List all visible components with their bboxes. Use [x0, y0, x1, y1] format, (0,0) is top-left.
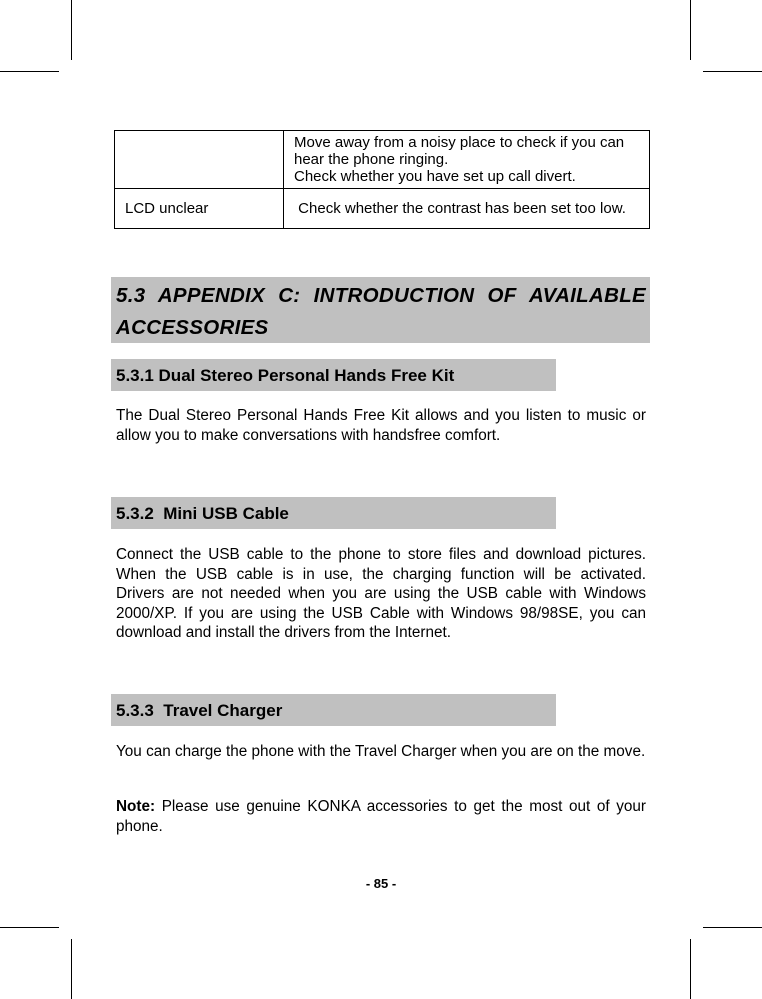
- subsection-heading-usb-cable: 5.3.2 Mini USB Cable: [111, 497, 556, 529]
- subsection-heading-travel-charger: 5.3.3 Travel Charger: [111, 694, 556, 726]
- crop-mark-top-right-horizontal: [703, 71, 762, 72]
- table-row: [115, 131, 650, 189]
- solution-line: Move away from a noisy place to check if you can hear the phone ringing.: [294, 134, 625, 168]
- table-row: [115, 189, 650, 229]
- note-text: Please use genuine KONKA accessories to get the most out of your phone.: [116, 798, 651, 835]
- crop-mark-bottom-right-horizontal: [703, 927, 762, 928]
- paragraph-usb-cable: Connect the USB cable to the phone to store files and download pictures. When the USB cable is in use, the charging function will be activated. Drivers are not needed when you are using the USB cable with Windows 2000/XP. If you are using the USB Cable with Windows 98/98SE, you can download and install the drivers from the Internet.: [116, 546, 659, 641]
- page-number: - 85 -: [365, 876, 397, 891]
- crop-mark-top-left-vertical: [71, 0, 72, 60]
- table-cell-solution: Check whether the contrast has been set too low.: [284, 189, 650, 229]
- table-cell-issue: LCD unclear: [115, 189, 284, 229]
- crop-mark-top-left-horizontal: [0, 71, 59, 72]
- note-paragraph: [116, 797, 651, 836]
- note-label: Note:: [116, 798, 156, 815]
- paragraph-travel-charger: You can charge the phone with the Travel Charger when you are on the move.: [116, 743, 646, 760]
- table-cell-solution: [284, 131, 650, 189]
- crop-mark-bottom-right-vertical: [690, 939, 691, 999]
- section-title: 5.3 APPENDIX C: INTRODUCTION OF AVAILABLE ACCESSORIES: [111, 277, 650, 343]
- crop-mark-bottom-left-horizontal: [0, 927, 59, 928]
- paragraph-hands-free-kit: The Dual Stereo Personal Hands Free Kit allows and you listen to music or allow you to make conversations with handsfree comfort.: [116, 407, 646, 444]
- solution-line: Check whether you have set up call divert.: [294, 168, 576, 185]
- subsection-heading-hands-free-kit: 5.3.1 Dual Stereo Personal Hands Free Kit: [111, 359, 556, 391]
- table-cell-issue: [115, 131, 284, 189]
- troubleshooting-table: [114, 130, 650, 229]
- crop-mark-bottom-left-vertical: [71, 939, 72, 999]
- crop-mark-top-right-vertical: [690, 0, 691, 60]
